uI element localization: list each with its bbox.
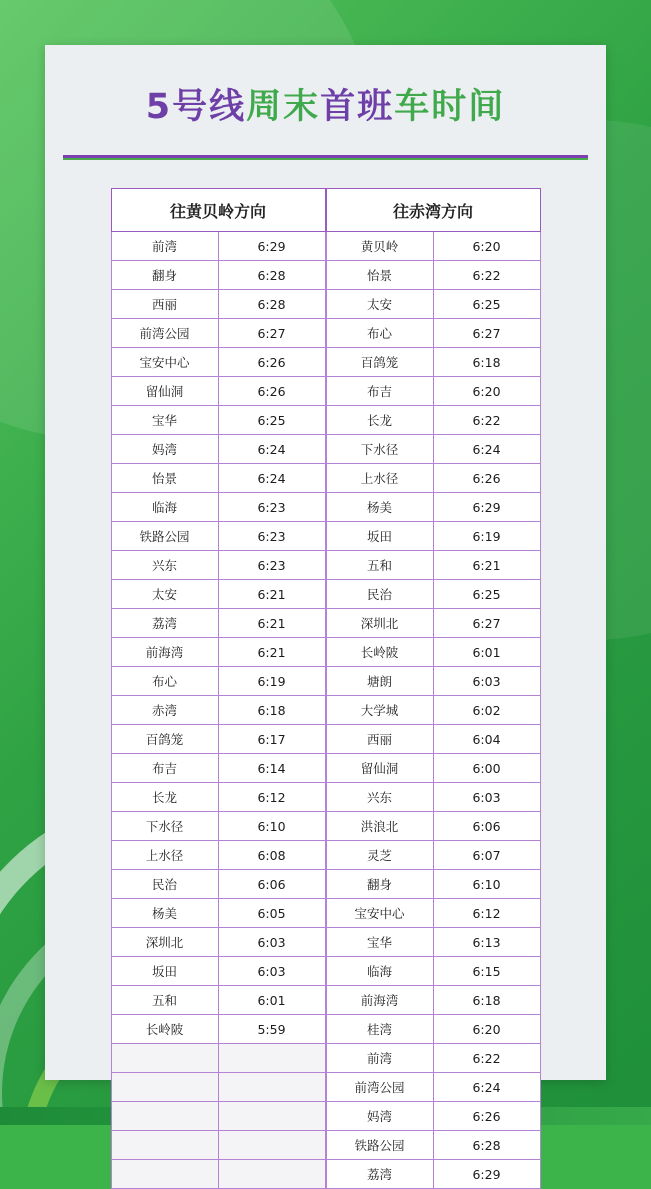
first-train-time-cell: 6:00 [433,754,540,783]
station-name-cell: 宝安中心 [326,899,433,928]
table-row [326,667,540,696]
table-row [326,377,540,406]
station-name-cell: 妈湾 [111,435,218,464]
table-row [111,464,325,493]
first-train-time-cell: 6:01 [218,986,325,1015]
first-train-time-cell: 6:23 [218,493,325,522]
first-train-time-cell: 6:18 [433,986,540,1015]
station-name-cell: 铁路公园 [111,522,218,551]
station-name-cell: 临海 [111,493,218,522]
table-row [111,725,325,754]
first-train-time-cell: 6:22 [433,261,540,290]
first-train-time-cell: 6:24 [218,435,325,464]
station-name-cell: 上水径 [111,841,218,870]
first-train-time-cell: 6:26 [218,348,325,377]
station-name-cell: 深圳北 [111,928,218,957]
station-name-cell: 赤湾 [111,696,218,725]
poster-card [45,45,606,1182]
table-row [111,928,325,957]
first-train-time-cell: 6:04 [433,725,540,754]
first-train-time-cell: 6:03 [433,783,540,812]
table-row [111,638,325,667]
table-row [326,435,540,464]
station-name-cell: 西丽 [111,290,218,319]
timetable-direction-chiwan [326,188,541,1189]
first-train-time-cell: 6:29 [433,493,540,522]
station-name-cell: 太安 [111,580,218,609]
first-train-time-cell: 6:26 [433,464,540,493]
station-name-cell: 前湾公园 [326,1073,433,1102]
station-name-cell: 铁路公园 [326,1131,433,1160]
station-name-cell [111,1044,218,1073]
first-train-time-cell [218,1102,325,1131]
station-name-cell: 翻身 [111,261,218,290]
table-row [326,1015,540,1044]
first-train-time-cell: 6:05 [218,899,325,928]
table-row [326,609,540,638]
page-title [146,79,505,129]
station-name-cell [111,1160,218,1189]
station-name-cell: 留仙洞 [326,754,433,783]
station-name-cell: 兴东 [326,783,433,812]
table-row [326,754,540,783]
station-name-cell: 五和 [326,551,433,580]
station-name-cell: 宝华 [326,928,433,957]
first-train-time-cell [218,1044,325,1073]
title-segment: 5号线 [145,87,247,127]
first-train-time-cell: 6:03 [218,928,325,957]
station-name-cell: 宝安中心 [111,348,218,377]
station-name-cell: 黄贝岭 [326,232,433,261]
first-train-time-cell: 6:22 [433,1044,540,1073]
table-row [326,493,540,522]
table-row [326,348,540,377]
table-row [111,870,325,899]
table-row [326,957,540,986]
table-row [111,1073,325,1102]
table-row [326,232,540,261]
table-header-row [111,189,325,232]
first-train-time-cell: 6:12 [433,899,540,928]
title-divider [63,155,588,160]
table-row [111,609,325,638]
station-name-cell: 布吉 [326,377,433,406]
table-row [111,348,325,377]
station-name-cell: 下水径 [326,435,433,464]
station-name-cell: 百鸽笼 [326,348,433,377]
page-title-container [45,45,606,129]
station-name-cell: 布心 [111,667,218,696]
table-row [111,1160,325,1189]
station-name-cell: 五和 [111,986,218,1015]
table-row [326,841,540,870]
first-train-time-cell: 6:12 [218,783,325,812]
first-train-time-cell: 6:28 [218,261,325,290]
table-row [111,1015,325,1044]
table-row [326,406,540,435]
table-row [326,1160,540,1189]
divider-green-line [63,158,588,160]
table-row [326,319,540,348]
station-name-cell: 百鸽笼 [111,725,218,754]
first-train-time-cell: 6:03 [433,667,540,696]
title-segment: 车时间 [394,87,506,127]
table-row [326,1044,540,1073]
first-train-time-cell: 5:59 [218,1015,325,1044]
first-train-time-cell: 6:24 [433,1073,540,1102]
table-row [326,870,540,899]
station-name-cell [111,1131,218,1160]
station-name-cell: 荔湾 [326,1160,433,1189]
title-segment: 首班 [320,87,395,127]
table-body-chiwan [326,232,540,1189]
first-train-time-cell: 6:25 [218,406,325,435]
table-header-row [326,189,540,232]
table-row [111,812,325,841]
first-train-time-cell: 6:06 [218,870,325,899]
first-train-time-cell [218,1073,325,1102]
table-header-chiwan: 往赤湾方向 [326,189,540,232]
station-name-cell: 临海 [326,957,433,986]
table-row [111,696,325,725]
station-name-cell: 深圳北 [326,609,433,638]
first-train-time-cell: 6:29 [218,232,325,261]
first-train-time-cell: 6:28 [218,290,325,319]
station-name-cell: 太安 [326,290,433,319]
table-row [326,522,540,551]
station-name-cell: 长龙 [111,783,218,812]
station-name-cell: 民治 [326,580,433,609]
first-train-time-cell: 6:19 [433,522,540,551]
station-name-cell: 留仙洞 [111,377,218,406]
table-row [111,232,325,261]
station-name-cell: 前湾公园 [111,319,218,348]
first-train-time-cell: 6:10 [433,870,540,899]
station-name-cell: 西丽 [326,725,433,754]
station-name-cell: 坂田 [111,957,218,986]
station-name-cell: 前海湾 [326,986,433,1015]
station-name-cell: 翻身 [326,870,433,899]
first-train-time-cell: 6:20 [433,1015,540,1044]
first-train-time-cell: 6:17 [218,725,325,754]
first-train-time-cell: 6:22 [433,406,540,435]
first-train-time-cell: 6:27 [433,319,540,348]
first-train-time-cell: 6:21 [218,580,325,609]
table-row [326,464,540,493]
table-row [111,754,325,783]
first-train-time-cell: 6:02 [433,696,540,725]
table-row [111,261,325,290]
table-row [111,377,325,406]
table-row [111,406,325,435]
first-train-time-cell: 6:10 [218,812,325,841]
first-train-time-cell: 6:13 [433,928,540,957]
station-name-cell: 前海湾 [111,638,218,667]
first-train-time-cell: 6:21 [433,551,540,580]
first-train-time-cell: 6:21 [218,638,325,667]
first-train-time-cell: 6:27 [433,609,540,638]
first-train-time-cell: 6:27 [218,319,325,348]
table-row [111,435,325,464]
table-row [111,957,325,986]
station-name-cell: 上水径 [326,464,433,493]
station-name-cell: 怡景 [111,464,218,493]
station-name-cell: 长龙 [326,406,433,435]
table-row [111,783,325,812]
first-train-time-cell: 6:25 [433,580,540,609]
first-train-time-cell: 6:24 [433,435,540,464]
first-train-time-cell: 6:18 [433,348,540,377]
table-row [111,841,325,870]
first-train-time-cell: 6:24 [218,464,325,493]
first-train-time-cell: 6:18 [218,696,325,725]
first-train-time-cell: 6:28 [433,1131,540,1160]
table-row [326,928,540,957]
table-row [111,1102,325,1131]
station-name-cell: 布心 [326,319,433,348]
first-train-time-cell: 6:06 [433,812,540,841]
timetable-direction-huangbeiling [111,188,326,1189]
table-row [326,1131,540,1160]
first-train-time-cell: 6:08 [218,841,325,870]
table-row [326,1102,540,1131]
first-train-time-cell: 6:25 [433,290,540,319]
table-row [111,580,325,609]
station-name-cell: 宝华 [111,406,218,435]
first-train-time-cell: 6:14 [218,754,325,783]
table-row [111,493,325,522]
title-segment: 周末 [246,87,321,127]
first-train-time-cell: 6:01 [433,638,540,667]
table-row [111,1044,325,1073]
station-name-cell: 前湾 [326,1044,433,1073]
station-name-cell: 塘朗 [326,667,433,696]
table-row [111,319,325,348]
station-name-cell: 洪浪北 [326,812,433,841]
station-name-cell: 妈湾 [326,1102,433,1131]
station-name-cell: 灵芝 [326,841,433,870]
first-train-time-cell [218,1131,325,1160]
timetable-container [111,188,541,1189]
table-row [111,290,325,319]
station-name-cell: 长岭陂 [111,1015,218,1044]
first-train-time-cell: 6:26 [218,377,325,406]
first-train-time-cell [218,1160,325,1189]
table-row [326,1073,540,1102]
station-name-cell: 杨美 [111,899,218,928]
table-row [111,986,325,1015]
first-train-time-cell: 6:26 [433,1102,540,1131]
table-row [326,551,540,580]
station-name-cell: 大学城 [326,696,433,725]
table-row [111,551,325,580]
table-row [326,696,540,725]
table-row [326,725,540,754]
first-train-time-cell: 6:15 [433,957,540,986]
station-name-cell [111,1073,218,1102]
first-train-time-cell: 6:20 [433,377,540,406]
table-body-huangbeiling [111,232,325,1189]
table-row [326,290,540,319]
table-row [111,522,325,551]
table-row [326,638,540,667]
first-train-time-cell: 6:19 [218,667,325,696]
table-row [326,783,540,812]
table-header-huangbeiling: 往黄贝岭方向 [111,189,325,232]
station-name-cell: 坂田 [326,522,433,551]
station-name-cell: 布吉 [111,754,218,783]
first-train-time-cell: 6:20 [433,232,540,261]
first-train-time-cell: 6:21 [218,609,325,638]
station-name-cell: 杨美 [326,493,433,522]
station-name-cell: 民治 [111,870,218,899]
table-row [326,899,540,928]
first-train-time-cell: 6:03 [218,957,325,986]
table-row [111,899,325,928]
station-name-cell: 荔湾 [111,609,218,638]
station-name-cell: 前湾 [111,232,218,261]
table-row [326,580,540,609]
station-name-cell [111,1102,218,1131]
first-train-time-cell: 6:23 [218,551,325,580]
first-train-time-cell: 6:29 [433,1160,540,1189]
table-row [326,986,540,1015]
first-train-time-cell: 6:07 [433,841,540,870]
table-row [111,667,325,696]
table-row [326,261,540,290]
station-name-cell: 兴东 [111,551,218,580]
table-row [326,812,540,841]
first-train-time-cell: 6:23 [218,522,325,551]
station-name-cell: 下水径 [111,812,218,841]
station-name-cell: 桂湾 [326,1015,433,1044]
table-row [111,1131,325,1160]
station-name-cell: 怡景 [326,261,433,290]
station-name-cell: 长岭陂 [326,638,433,667]
